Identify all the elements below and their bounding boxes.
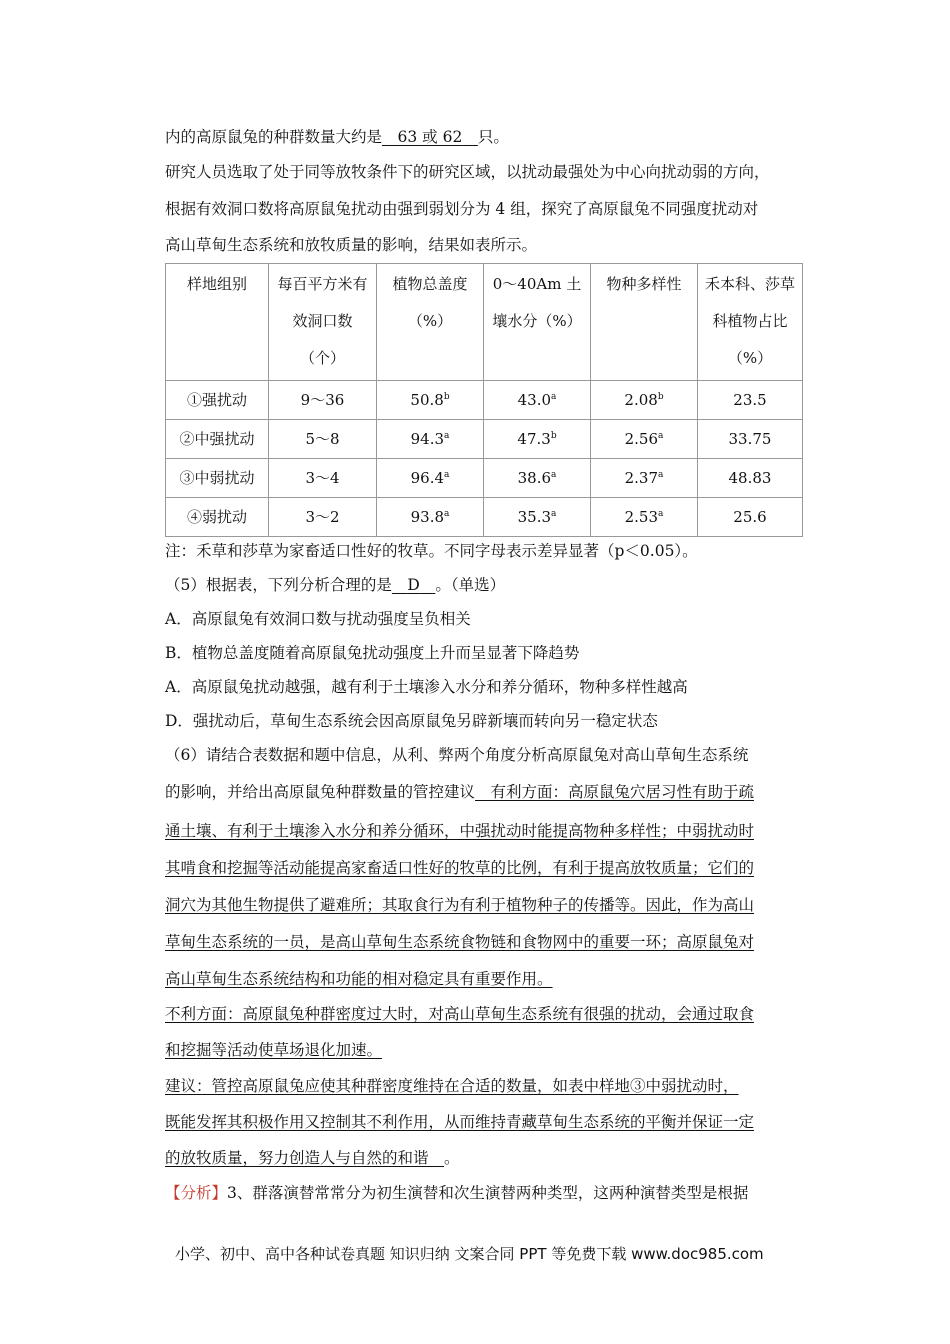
question-6-line2: 的影响，并给出高原鼠兔种群数量的管控建议 有利方面：高原鼠兔穴居习性有助于疏 [165,783,755,801]
diversity-cell: 2.37$^a$ [591,459,698,498]
group-cell: ②中强扰动 [166,420,269,459]
option-c: A．高原鼠兔扰动越强，越有利于土壤渗入水分和养分循环，物种多样性越高 [165,678,688,696]
question-6: （6）请结合表数据和题中信息，从利、弊两个角度分析高原鼠兔对高山草甸生态系统 [165,746,749,764]
answer-q6-line: 建议：管控高原鼠兔应使其种群密度维持在合适的数量，如表中样地③中弱扰动时， [165,1077,739,1095]
intro-line: 根据有效洞口数将高原鼠兔扰动由强到弱划分为 4 组，探究了高原鼠兔不同强度扰动对 [165,200,759,218]
intro-line: 研究人员选取了处于同等放牧条件下的研究区域，以扰动最强处为中心向扰动弱的方向， [165,163,770,181]
option-b: B．植物总盖度随着高原鼠兔扰动强度上升而呈显著下降趋势 [165,644,580,662]
answer-q6-line: 其啃食和挖掘等活动能提高家畜适口性好的牧草的比例，有利于提高放牧质量；它们的 [165,859,755,877]
holes-cell: 3～2 [269,498,377,537]
table-row [166,459,803,498]
water-cell: 43.0$^a$ [484,381,591,420]
cover-cell: 93.8$^a$ [377,498,484,537]
option-a: A．高原鼠兔有效洞口数与扰动强度呈负相关 [165,610,471,628]
table-header-row [166,264,803,381]
intro-line: 高山草甸生态系统和放牧质量的影响，结果如表所示。 [165,236,538,254]
analysis-tag: 【分析】 [165,1184,228,1202]
column-header: 禾本科、莎草 科植物占比 （%） [698,264,803,381]
cover-cell: 96.4$^a$ [377,459,484,498]
answer-q6-last: 的放牧质量，努力创造人与自然的和谐 。 [165,1149,460,1167]
answer-line-population: 内的高原鼠兔的种群数量大约是 63 或 62 只。 [165,128,509,146]
cover-cell: 50.8$^b$ [377,381,484,420]
answer-q6-line: 洞穴为其他生物提供了避难所；其取食行为有利于植物种子的传播等。因此，作为高山 [165,896,755,914]
answer-q6-line: 既能发挥其积极作用又控制其不利作用，从而维持青藏草甸生态系统的平衡并保证一定 [165,1113,755,1131]
column-header: 0～40Am 土 壤水分（%） [484,264,591,381]
group-cell: ①强扰动 [166,381,269,420]
group-cell: ③中弱扰动 [166,459,269,498]
answer-q6-line: 草甸生态系统的一员，是高山草甸生态系统食物链和食物网中的重要一环；高原鼠兔对 [165,933,755,951]
answer-q6-line: 不利方面：高原鼠兔种群密度过大时，对高山草甸生态系统有很强的扰动，会通过取食 [165,1005,755,1023]
table-note: 注：禾草和莎草为家畜适口性好的牧草。不同字母表示差异显著（p＜0.05）。 [165,542,698,560]
column-header: 物种多样性 [591,264,698,381]
ratio-cell: 25.6 [698,498,803,537]
ratio-cell: 33.75 [698,420,803,459]
table-row [166,420,803,459]
answer-q6-part: 有利方面：高原鼠兔穴居习性有助于疏 [490,783,755,801]
water-cell: 47.3$^b$ [484,420,591,459]
column-header: 每百平方米有 效洞口数 （个） [269,264,377,381]
water-cell: 38.6$^a$ [484,459,591,498]
holes-cell: 9～36 [269,381,377,420]
cover-cell: 94.3$^a$ [377,420,484,459]
answer-q6-line: 通土壤、有利于土壤渗入水分和养分循环，中强扰动时能提高物种多样性；中弱扰动时 [165,822,755,840]
column-header: 样地组别 [166,264,269,381]
holes-cell: 3～4 [269,459,377,498]
results-table [165,263,803,537]
holes-cell: 5～8 [269,420,377,459]
diversity-cell: 2.08$^b$ [591,381,698,420]
table-row [166,498,803,537]
answer-q6-line: 高山草甸生态系统结构和功能的相对稳定具有重要作用。 [165,970,553,988]
table-row [166,381,803,420]
option-d: D．强扰动后，草甸生态系统会因高原鼠兔另辟新壤而转向另一稳定状态 [165,712,658,730]
diversity-cell: 2.56$^a$ [591,420,698,459]
page-footer: 小学、初中、高中各种试卷真题 知识归纳 文案合同 PPT 等免费下载 www.doc985.com [175,1245,764,1263]
water-cell: 35.3$^a$ [484,498,591,537]
ratio-cell: 23.5 [698,381,803,420]
answer-q5: D [407,576,420,594]
ratio-cell: 48.83 [698,459,803,498]
answer-population: 63 或 62 [397,128,463,146]
analysis-line: 【分析】3、群落演替常常分为初生演替和次生演替两种类型，这两种演替类型是根据 [165,1184,749,1202]
question-5: （5）根据表，下列分析合理的是 D 。（单选） [165,576,506,594]
group-cell: ④弱扰动 [166,498,269,537]
diversity-cell: 2.53$^a$ [591,498,698,537]
answer-q6-line: 和挖掘等活动使草场退化加速。 [165,1041,383,1059]
column-header: 植物总盖度 （%） [377,264,484,381]
